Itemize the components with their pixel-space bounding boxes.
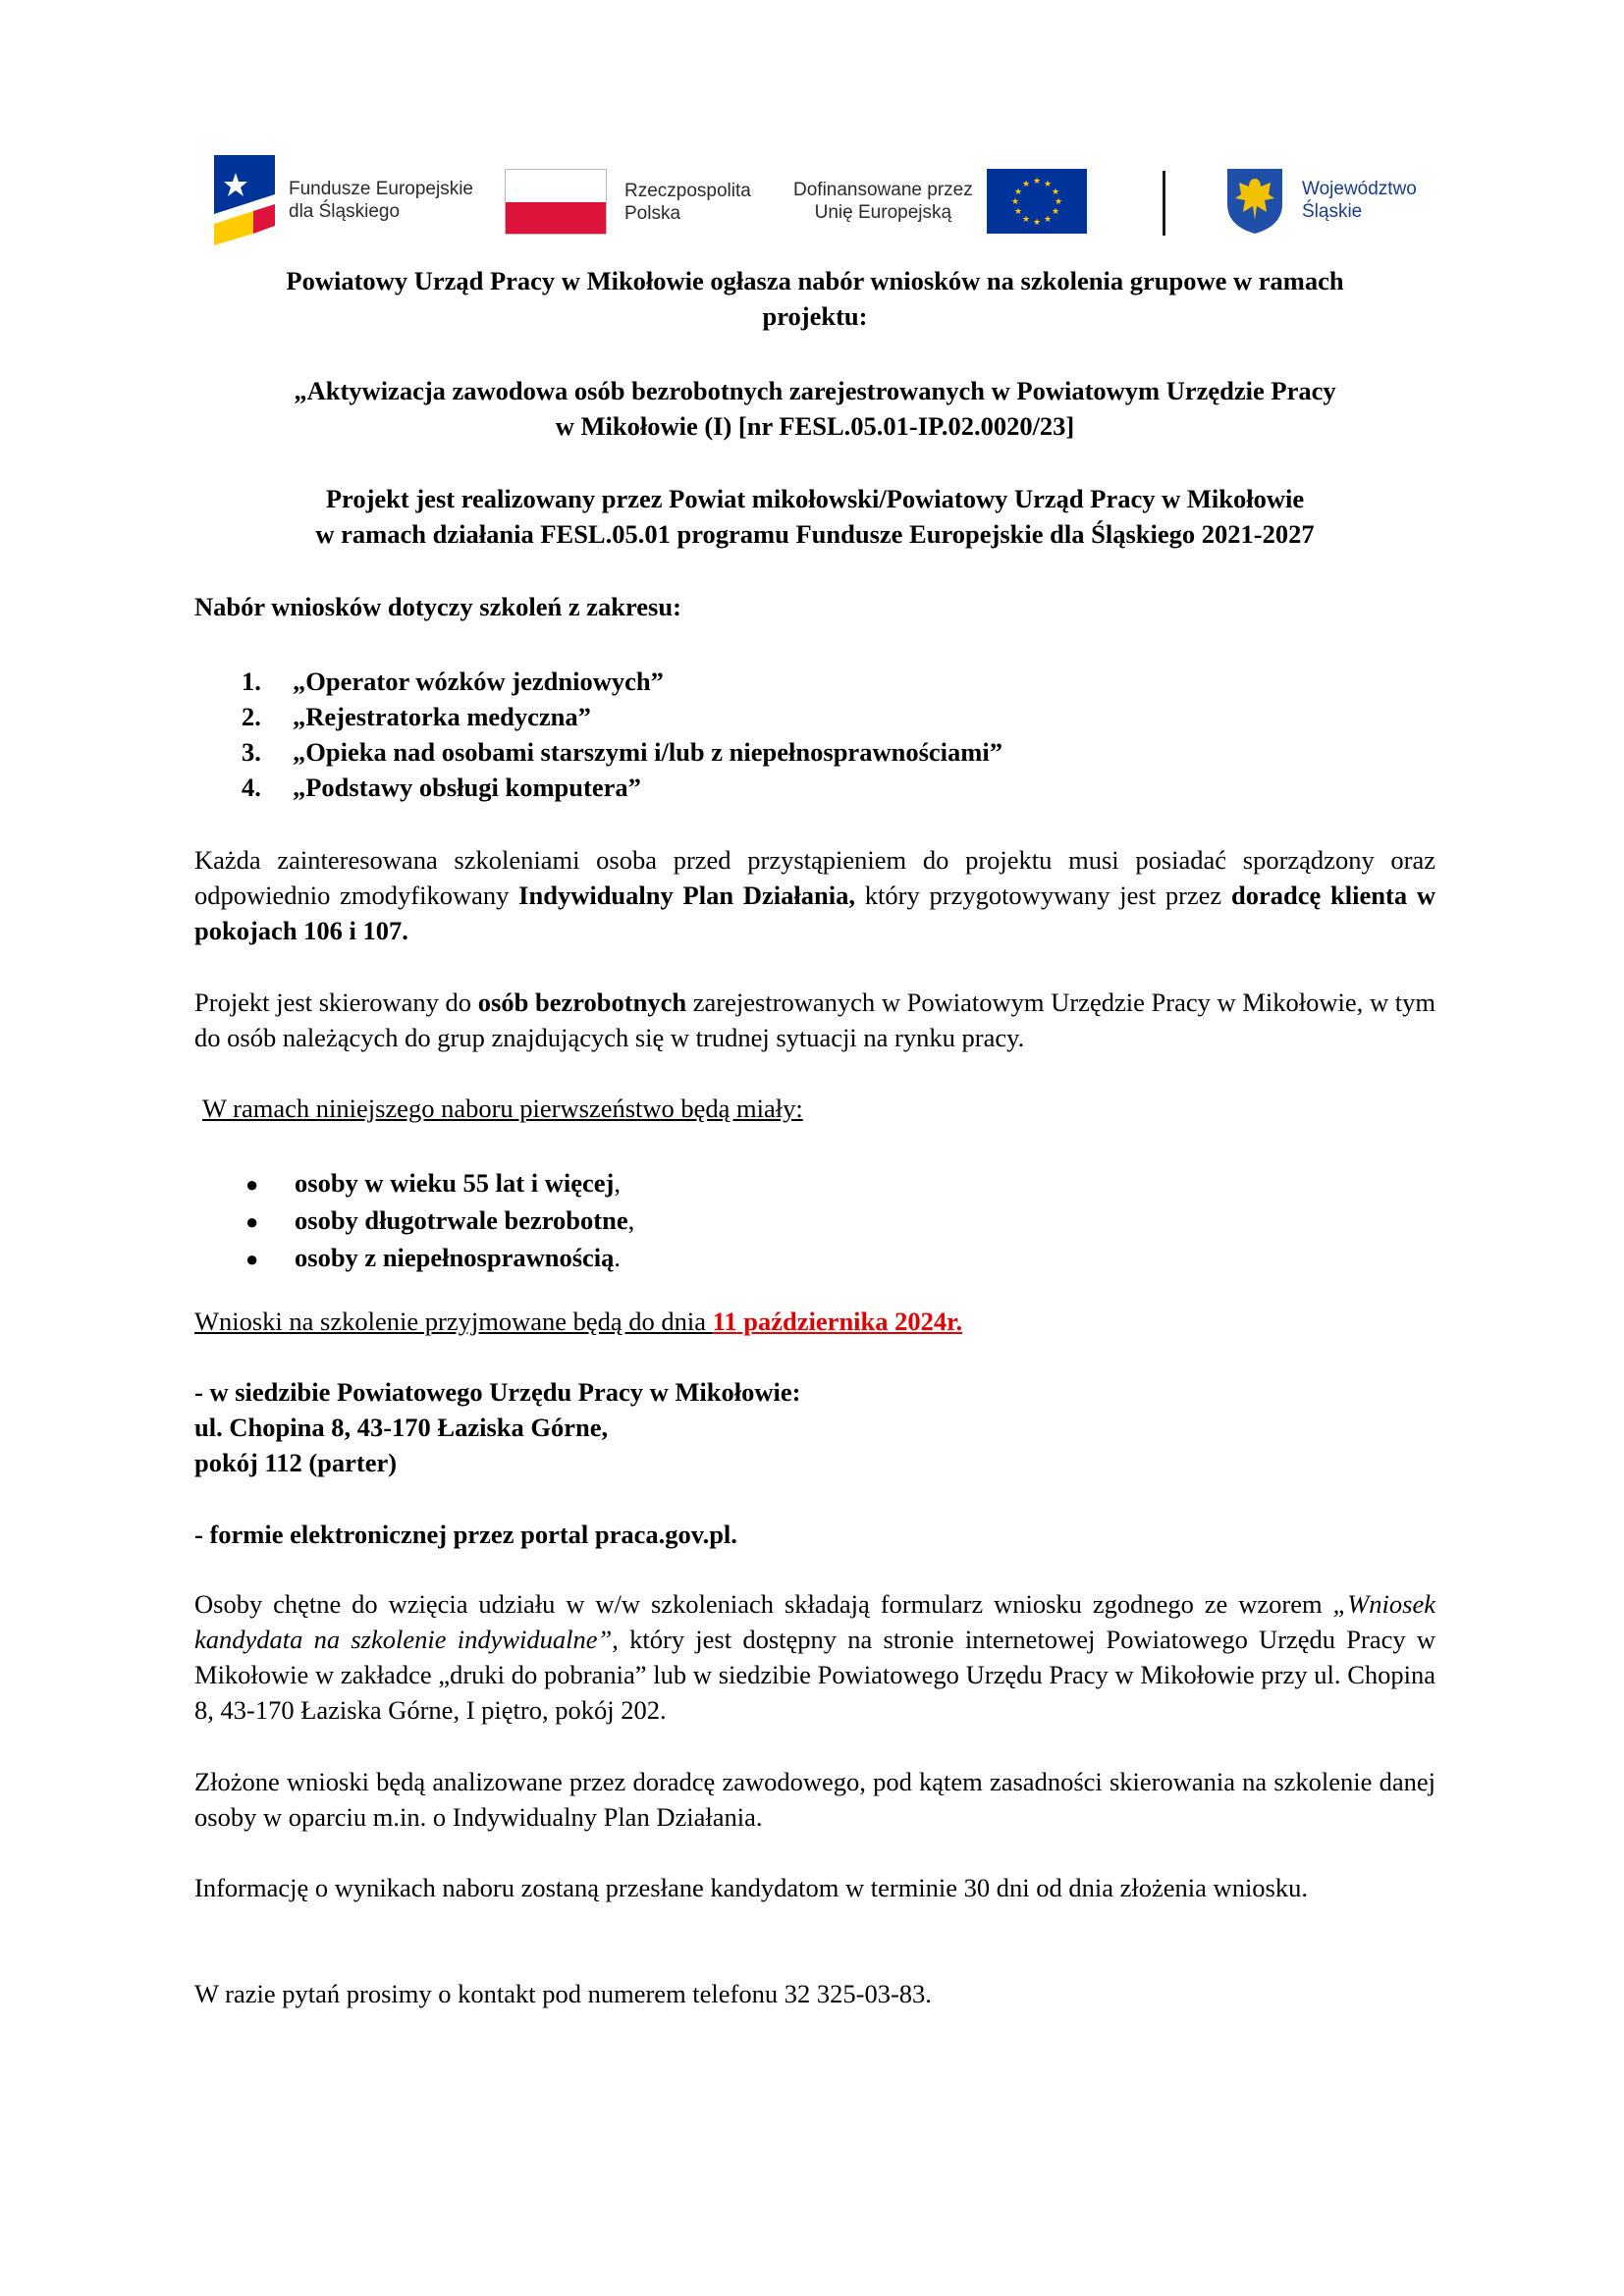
ipd-bold-1: Indywidualny Plan Działania, [518,881,855,910]
svg-text:★: ★ [1013,207,1022,217]
form-paragraph [194,1586,1435,1728]
list-item [242,699,1223,734]
priority-list [245,1165,1129,1277]
form-text-1: Osoby chętne do wzięcia udziału w w/w szkoleniach składają formularz wniosku zgodnego ze wzorem [194,1589,1333,1619]
list-item [242,734,1223,770]
office-line2: ul. Chopina 8, 43-170 Łaziska Górne, [194,1413,609,1442]
deadline-date: 11 października 2024r. [712,1307,963,1336]
target-bold: osób bezrobotnych [477,988,687,1017]
heading-line2: projektu: [762,301,868,331]
svg-text:★: ★ [1051,207,1059,217]
contact-paragraph: W razie pytań prosimy o kontakt pod numerem telefonu 32 325-03-83. [194,1979,932,2008]
eu-flag-icon [987,169,1087,234]
training-name: „Rejestratorka medyczna” [293,702,591,731]
rzeczpospolita-logo-line2: Polska [624,202,681,224]
svg-text:★: ★ [1043,215,1052,225]
list-item [245,1202,1129,1240]
list-number: 2. [242,702,261,731]
list-item [242,770,1223,805]
target-text-2: zarejestrowanych w Powiatowym Urzędzie Pracy w Mikołowie, w tym do osób należących do grup znajdujących się w trudnej sytuacji na rynku pracy. [194,988,1436,1052]
bullet-icon: ● [245,1172,259,1197]
training-name: „Operator wózków jezdniowych” [293,667,664,696]
svg-text:★: ★ [1021,215,1030,225]
priority-group: osoby w wieku 55 lat i więcej [295,1168,615,1198]
ipd-paragraph [194,842,1435,948]
list-number: 4. [242,773,261,802]
priority-group: osoby z niepełnosprawnością [295,1243,615,1272]
bullet-icon: ● [245,1209,259,1234]
list-item [245,1240,1129,1277]
silesian-eagle-icon [1223,165,1286,236]
list-number: 3. [242,737,261,767]
punctuation: , [627,1205,635,1235]
heading-line1: Powiatowy Urząd Pracy w Mikołowie ogłasza nabór wniosków na szkolenia grupowe w ramach [286,266,1344,295]
project-title-line1: „Aktywizacja zawodowa osób bezrobotnych zarejestrowanych w Powiatowym Urzędzie Pracy [294,376,1336,405]
online-submission: - formie elektronicznej przez portal praca.gov.pl. [194,1520,737,1549]
announcement-heading [194,263,1435,334]
wojewodztwo-slaskie-logo [1223,165,1417,236]
rzeczpospolita-logo-text [624,180,751,225]
eu-logo-text [793,179,973,224]
scope-title: Nabór wniosków dotyczy szkoleń z zakresu: [194,592,681,621]
ipd-text-1: Każda zainteresowana szkoleniami osoba przed przystąpieniem do projektu musi posiadać sporządzony oraz odpowiednio zmodyfikowany [194,845,1435,910]
eu-logo-line2: Unię Europejską [814,202,952,223]
list-item [245,1165,1129,1202]
deadline-text: Wnioski na szkolenie przyjmowane będą do dnia [194,1307,713,1336]
svg-text:★: ★ [1013,187,1022,197]
form-italic-name: „Wniosek kandydata na szkolenie indywidualne” [194,1589,1435,1654]
logo-bar [194,137,1435,270]
office-address [194,1374,1435,1480]
eu-logo-line1: Dofinansowane przez [793,180,973,200]
bullet-icon: ● [245,1247,259,1271]
training-list [242,664,1223,805]
rzeczpospolita-logo-line1: Rzeczpospolita [624,180,751,201]
fundusze-europejskie-icon [214,155,275,245]
poland-flag-icon [505,169,607,235]
fundusze-logo-line2: dla Śląskiego [289,201,401,222]
realization-line2: w ramach działania FESL.05.01 programu Fundusze Europejskie dla Śląskiego 2021-2027 [315,519,1315,549]
realization-line1: Projekt jest realizowany przez Powiat mikołowski/Powiatowy Urząd Pracy w Mikołowie [325,484,1305,513]
training-name: „Opieka nad osobami starszymi i/lub z niepełnosprawnościami” [293,737,1002,767]
svg-text:★: ★ [1043,180,1052,189]
punctuation: , [614,1168,621,1198]
svg-text:★: ★ [1021,180,1030,189]
ipd-bold-2: doradcę klienta w pokojach 106 i 107. [194,881,1435,945]
slaskie-logo-line1: Województwo [1302,179,1417,199]
target-paragraph [194,985,1435,1055]
logo-divider [1163,171,1165,236]
analysis-paragraph: Złożone wnioski będą analizowane przez doradcę zawodowego, pod kątem zasadności skierowania na szkolenie danej osoby w oparciu m.in. o Indywidualny Plan Działania. [194,1767,1435,1832]
fundusze-europejskie-logo [214,155,473,245]
realization-info [194,481,1435,552]
svg-text:★: ★ [1032,218,1041,228]
priority-group: osoby długotrwale bezrobotne [295,1205,628,1235]
list-number: 1. [242,667,261,696]
slaskie-logo-line2: Śląskie [1302,201,1363,222]
ipd-text-2: który przygotowywany jest przez [854,881,1231,910]
rzeczpospolita-logo [505,169,751,235]
deadline-line [194,1304,1435,1339]
office-line1: - w siedzibie Powiatowego Urzędu Pracy w Mikołowie: [194,1377,801,1407]
list-item [242,664,1223,699]
fundusze-logo-line1: Fundusze Europejskie [289,179,473,199]
form-text-2: , który jest dostępny na stronie internetowej Powiatowego Urzędu Pracy w Mikołowie w zakładce „druki do pobrania” lub w siedzibie Powiatowego Urzędu Pracy w Mikołowie przy ul. Chopina 8, 43-170 Łaziska Górne, I piętro, pokój 202. [194,1625,1435,1725]
svg-text:★: ★ [1010,197,1019,207]
office-line3: pokój 112 (parter) [194,1448,398,1477]
results-paragraph: Informację o wynikach naboru zostaną przesłane kandydatom w terminie 30 dni od dnia złożenia wniosku. [194,1873,1308,1902]
eu-cofinanced-logo [793,169,1087,234]
punctuation: . [614,1243,622,1272]
project-title-line2: w Mikołowie (I) [nr FESL.05.01-IP.02.0020/23] [555,411,1075,441]
target-text-1: Projekt jest skierowany do [194,988,478,1017]
slaskie-logo-text [1302,178,1417,223]
fundusze-logo-text [289,178,473,223]
project-title [194,373,1435,444]
priority-title-text: W ramach niniejszego naboru pierwszeństwo będą miały: [202,1094,803,1123]
training-name: „Podstawy obsługi komputera” [293,773,641,802]
priority-title [202,1091,1443,1126]
svg-text:★: ★ [1051,187,1059,197]
svg-text:★: ★ [1032,177,1041,187]
svg-text:★: ★ [1054,197,1062,207]
